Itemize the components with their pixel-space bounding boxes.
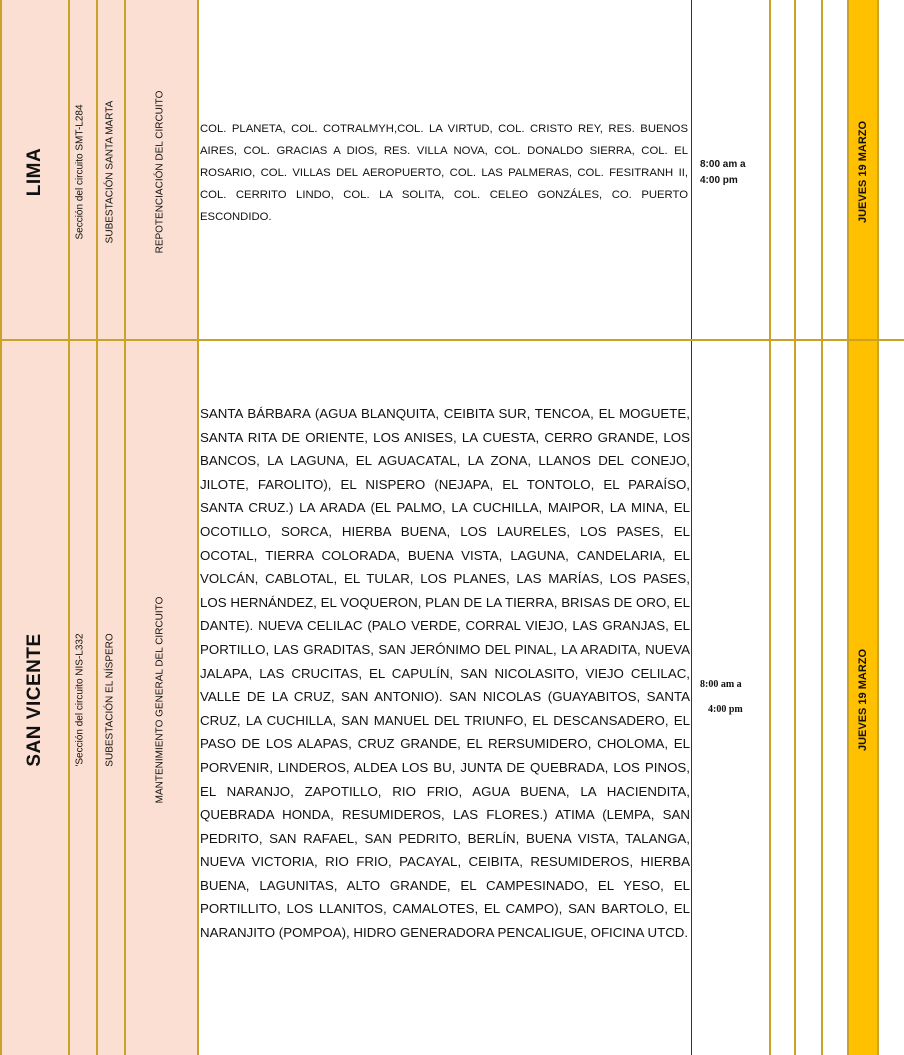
- work-type-label: REPOTENCIACIÓN DEL CIRCUITO: [154, 90, 166, 254]
- time-start: 8:00 am a: [700, 679, 742, 690]
- affected-areas-text: SANTA BÁRBARA (AGUA BLANQUITA, CEIBITA SUR, TENCOA, EL MOGUETE, SANTA RITA DE ORIENTE, LOS ANISES, LA CUESTA, CERRO GRANDE, LOS BANCOS, LA LAGUNA, EL AGUACATAL, LA ZONA, LLANOS DEL CONEJO, JILOTE, FAROLITO), EL NISPERO (NEJAPA, EL TONTOLO, EL PARAÍSO, SANTA CRUZ.) LA ARADA (EL PALMO, LA CUCHILLA, MAIPOR, LA MINA, EL OCOTILLO, SORCA, HIERBA BUENA, LOS LAURELES, LOS PASES, EL OCOTAL, TIERRA COLORADA, BUENA VISTA, LAGUNA, CANDELARIA, EL VOLCÁN, CABLOTAL, EL TULAR, LOS PLANES, LAS MARÍAS, LOS PASES, LOS HERNÁNDEZ, EL VOQUERON, PLAN DE LA TIERRA, BRISAS DE ORO, EL DANTE). NUEVA CELILAC (PALO VERDE, CORRAL VIEJO, LAS GRANJAS, EL PORTILLO, LAS GRADITAS, SAN JERÓNIMO DEL PINAL, LA ARADITA, NUEVA JALAPA, LAS CRUCITAS, EL CAPULÍN, SAN NICOLASITO, VIEJO CELILAC, VALLE DE LA CRUZ, SAN ANTONIO). SAN NICOLAS (GUAYABITOS, SANTA CRUZ, LA CUCHILLA, SAN MANUEL DEL TRIUNFO, EL DESCANSADERO, EL PASO DE LOS ALAPAS, CRUZ GRANDE, EL RERSUMIDERO, CHOLOMA, EL PORVENIR, LINDEROS, ALDEA LOS BU, JUNTA DE QUEBRADA, LOS PINOS, EL NARANJO, ZAPOTILLO, RIO FRIO, AGUA BUENA, LA HACIENDITA, QUEBRADA HONDA, RESUMIDEROS, LAS FLORES.) ATIMA (LEMPA, SAN PEDRITO, SAN RAFAEL, SAN PEDRITO, BERLÍN, BUENA VISTA, TALANGA, NUEVA VICTORIA, RIO FRIO, PACAYAL, CEIBITA, RESUMIDEROS, HIERBA BUENA, LAGUNITAS, ALTO GRANDE, EL CAMPESINADO, EL YESO, EL PORTILLITO, LOS LLANITOS, CAMALOTES, EL CAMPO), SAN BARTOLO, EL NARANJITO (POMPOA), HIDRO GENERADORA PENCALIGUE, OFICINA UTCD.: [200, 406, 690, 941]
- day-label: JUEVES 19 MARZO: [857, 648, 869, 752]
- grid-line: [769, 0, 771, 1055]
- circuit-section-label: 'Sección del circuito NIS-L332: [74, 633, 86, 767]
- day-label: JUEVES 19 MARZO: [857, 120, 869, 224]
- grid-line: [847, 0, 849, 1055]
- grid-line: [197, 0, 199, 1055]
- department-label: SAN VICENTE: [24, 633, 45, 767]
- time-end: 4:00 pm: [700, 175, 738, 186]
- grid-line: [124, 0, 126, 1055]
- affected-areas-text: COL. PLANETA, COL. COTRALMYH,COL. LA VIRTUD, COL. CRISTO REY, RES. BUENOS AIRES, COL. GRACIAS A DIOS, RES. VILLA NOVA, COL. DONALDO SIERRA, COL. EL ROSARIO, COL. VILLAS DEL AEROPUERTO, COL. LAS PALMERAS, COL. FESITRANH II, COL. CERRITO LINDO, COL. LA SOLITA, COL. CELEO GONZÁLES, CO. PUERTO ESCONDIDO.: [200, 123, 688, 223]
- grid-line: [877, 0, 879, 1055]
- grid-line: [96, 0, 98, 1055]
- grid-line: [691, 0, 692, 1055]
- department-label: LIMA: [24, 147, 45, 197]
- grid-line: [0, 0, 2, 1055]
- schedule-time: [700, 157, 746, 189]
- circuit-section-label: Sección del circuito SMT-L284: [74, 104, 86, 240]
- time-start: 8:00 am a: [700, 159, 746, 170]
- schedule-time: [700, 672, 743, 722]
- work-type-label: MANTENIMIENTO GENERAL DEL CIRCUITO: [154, 596, 166, 804]
- grid-line: [68, 0, 70, 1055]
- substation-label: SUBESTACIÓN SANTA MARTA: [104, 100, 116, 244]
- substation-label: SUBESTACIÓN EL NÍSPERO: [104, 633, 116, 767]
- row-divider: [0, 339, 904, 341]
- grid-line: [821, 0, 823, 1055]
- grid-line: [794, 0, 796, 1055]
- time-end: 4:00 pm: [708, 704, 743, 715]
